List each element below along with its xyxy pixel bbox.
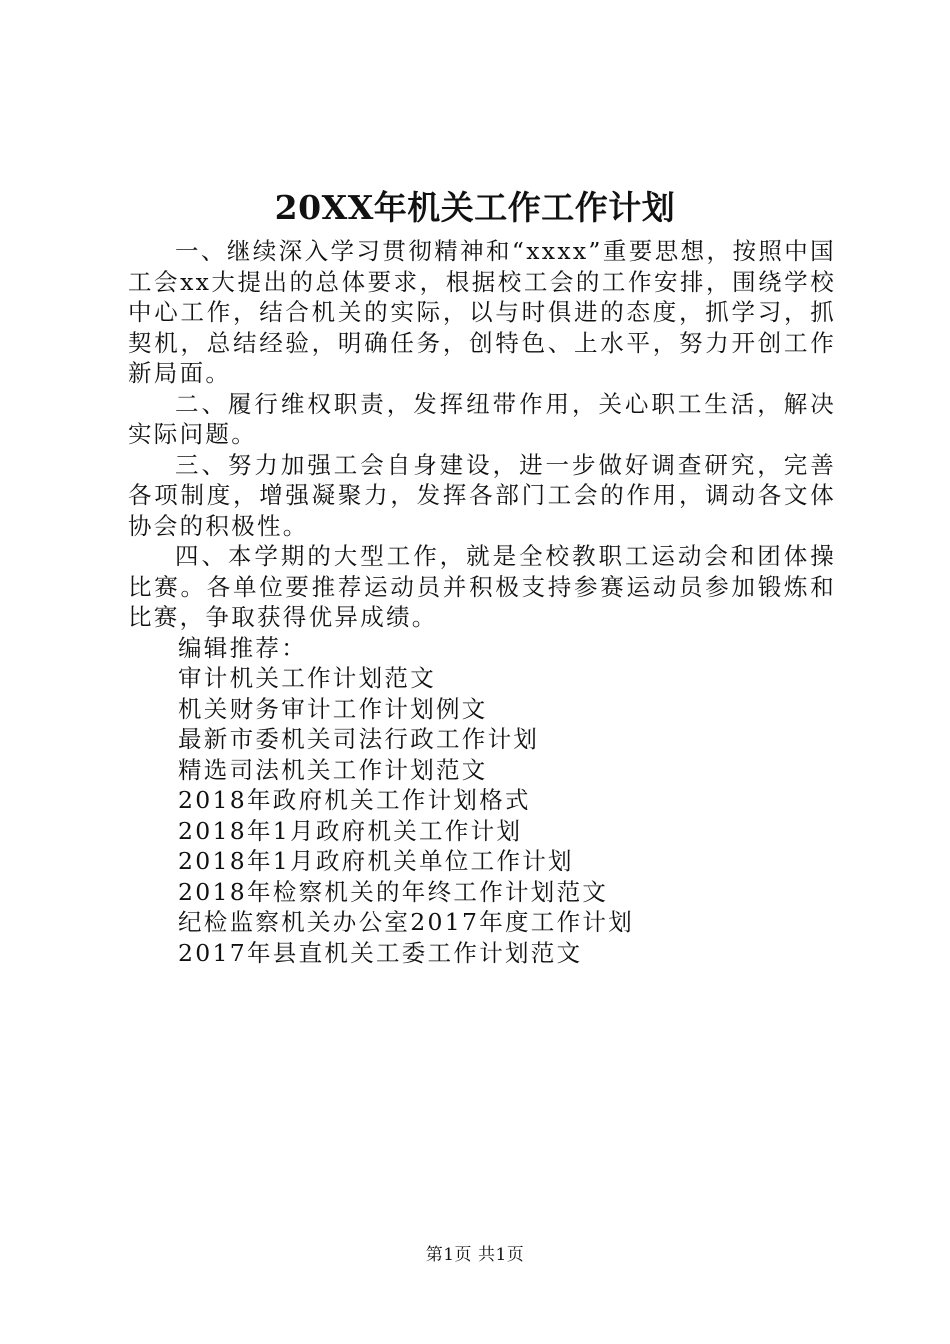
paragraph-1: 一、继续深入学习贯彻精神和“xxxx”重要思想，按照中国工会xx大提出的总体要求，根据校工会的工作安排，围绕学校中心工作，结合机关的实际，以与时俱进的态度，抓学习，抓契机，总结经验，明确任务，创特色、上水平，努力开创工作新局面。 (128, 237, 836, 387)
paragraph-3: 三、努力加强工会自身建设，进一步做好调查研究，完善各项制度，增强凝聚力，发挥各部门工会的作用，调动各文体协会的积极性。 (128, 450, 836, 540)
recommend-item[interactable]: 2018年政府机关工作计划格式 (178, 786, 531, 814)
recommend-item[interactable]: 2018年检察机关的年终工作计划范文 (178, 877, 609, 906)
recommend-item[interactable]: 2017年县直机关工委工作计划范文 (178, 938, 583, 967)
page-number: 第1页 共1页 (425, 1245, 525, 1265)
recommend-item[interactable]: 最新市委机关司法行政工作计划 (178, 725, 540, 753)
recommend-list (128, 633, 836, 969)
recommend-item[interactable]: 审计机关工作计划范文 (178, 664, 436, 692)
recommend-heading: 编辑推荐： (178, 633, 307, 662)
recommend-item[interactable]: 2018年1月政府机关工作计划 (178, 816, 523, 845)
recommend-item[interactable]: 2018年1月政府机关单位工作计划 (178, 847, 574, 875)
paragraph-2: 二、履行维权职责，发挥纽带作用，关心职工生活，解决实际问题。 (128, 389, 836, 448)
recommend-item[interactable]: 精选司法机关工作计划范文 (178, 755, 488, 784)
document-body (128, 236, 836, 968)
document-title: 20XX年机关工作工作计划 (274, 188, 676, 227)
recommend-item[interactable]: 机关财务审计工作计划例文 (178, 694, 488, 723)
paragraph-4: 四、本学期的大型工作，就是全校教职工运动会和团体操比赛。各单位要推荐运动员并积极支持参赛运动员参加锻炼和比赛，争取获得优异成绩。 (128, 542, 836, 631)
recommend-item[interactable]: 纪检监察机关办公室2017年度工作计划 (178, 908, 635, 936)
